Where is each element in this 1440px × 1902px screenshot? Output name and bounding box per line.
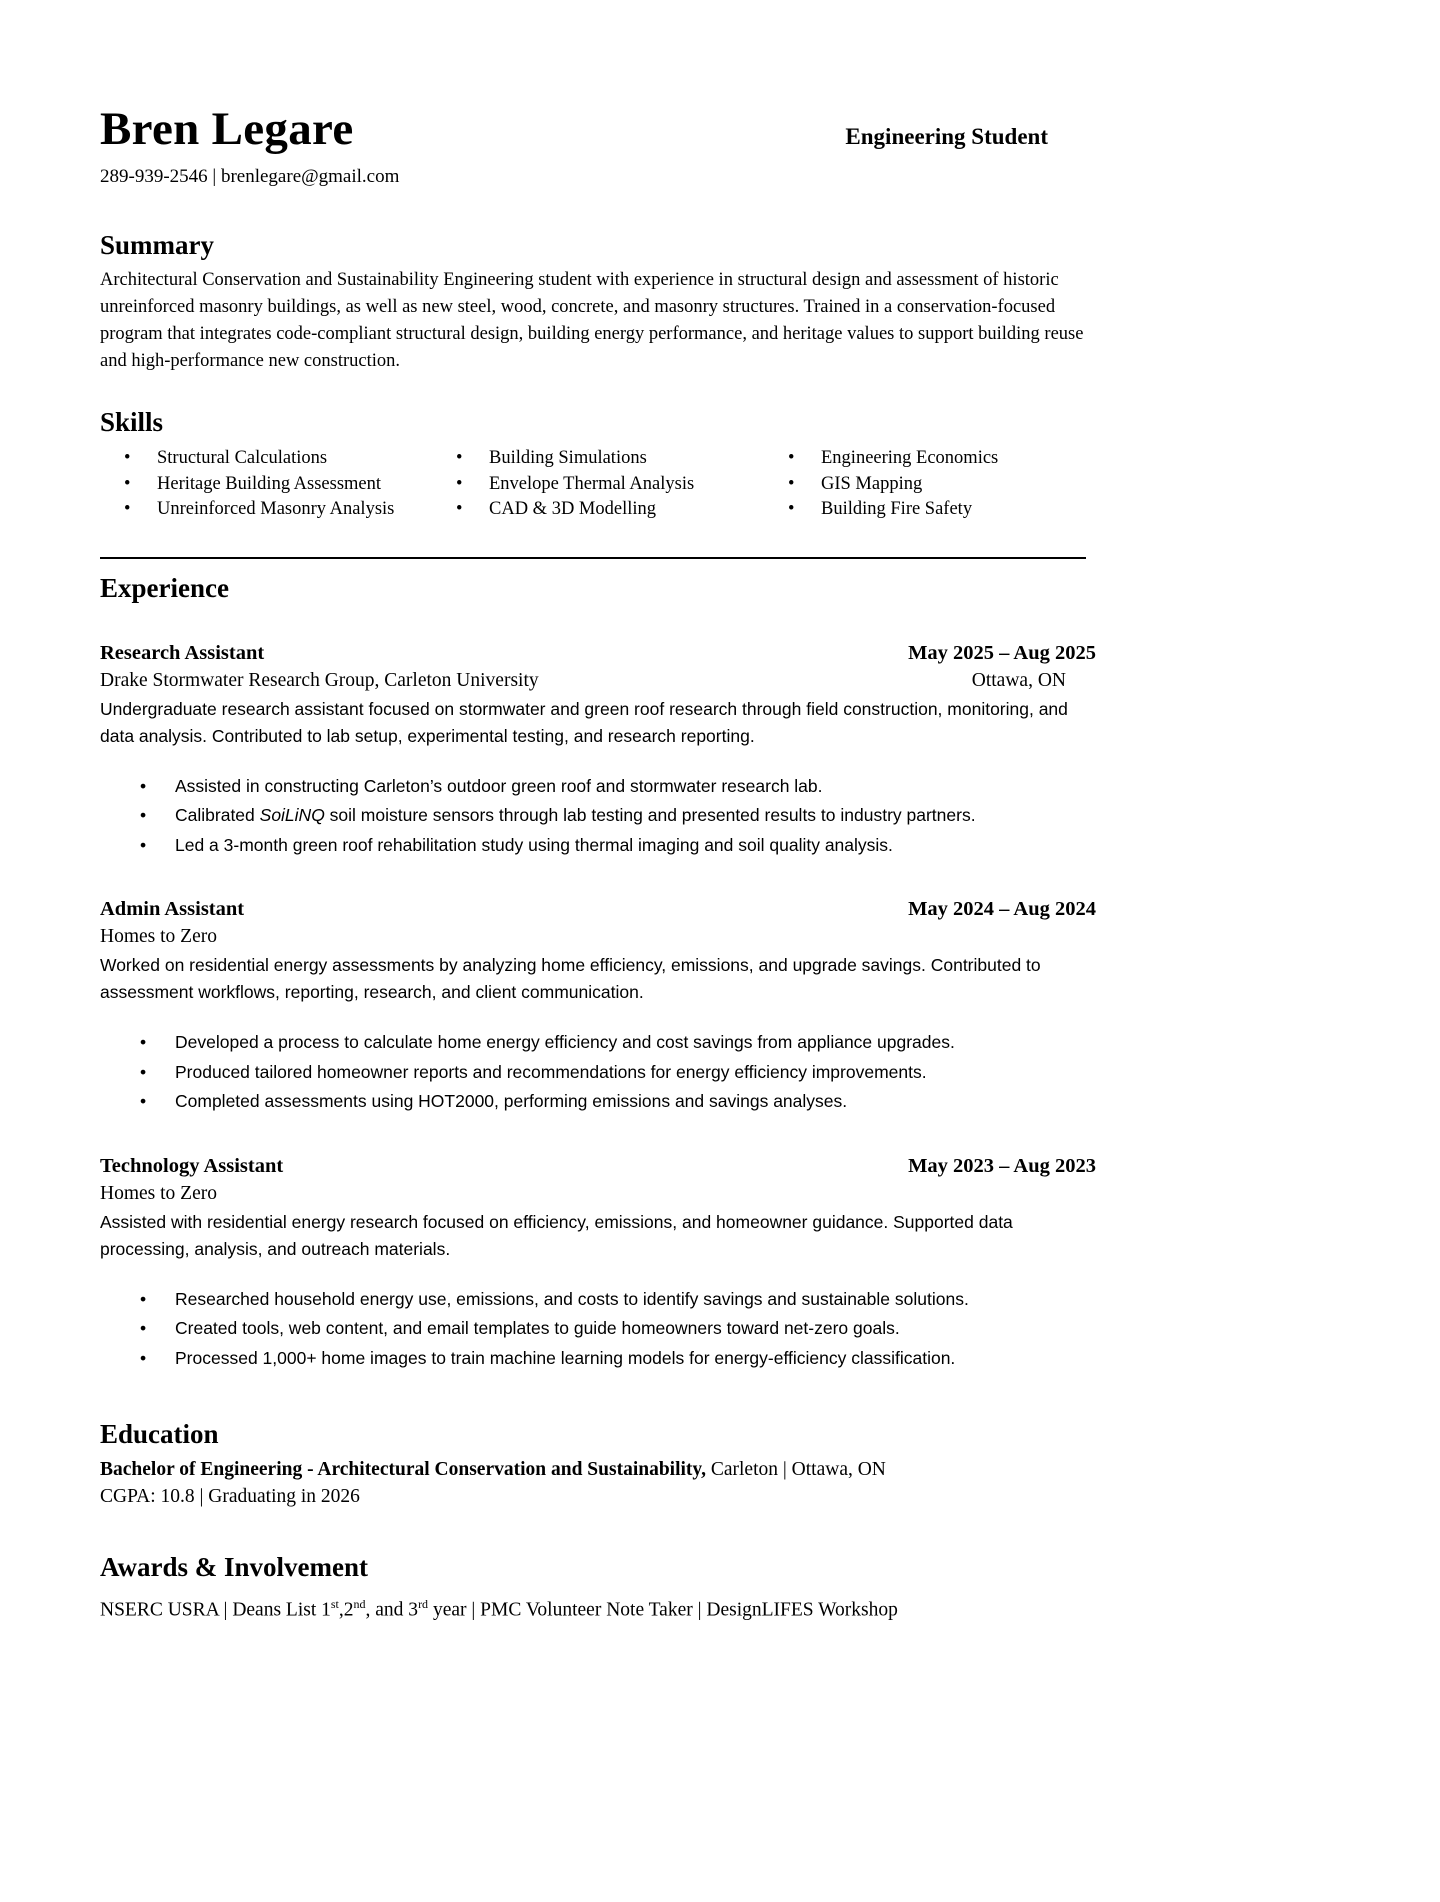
job-description: Worked on residential energy assessments by analyzing home efficiency, emissions, and upgrade savings. Contributed to assessment workflows, reporting, research, and client communication. [100, 955, 1041, 1002]
job-bullet: • Created tools, web content, and email templates to guide homeowners toward net-zero goals. [100, 1314, 1096, 1344]
job-subhead [100, 923, 1096, 950]
section-skills [100, 407, 1096, 523]
bullet-text-part: Calibrated [175, 805, 260, 825]
awards-text-part: NSERC USRA | Deans List 1 [100, 1599, 331, 1621]
job-dates: May 2025 – Aug 2025 [908, 641, 1096, 664]
skill-item: • CAD & 3D Modelling [432, 497, 764, 523]
candidate-title: Engineering Student [845, 124, 1048, 149]
ordinal-superscript: nd [353, 1597, 366, 1611]
job-head [100, 1153, 1096, 1180]
job-bullet: • Researched household energy use, emissions, and costs to identify savings and sustainable solutions. [100, 1285, 1096, 1315]
contact-line: 289-939-2546 | brenlegare@gmail.com [100, 166, 400, 187]
job-head [100, 896, 1096, 923]
job-bullet: • Led a 3-month green roof rehabilitation study using thermal imaging and soil quality analysis. [100, 831, 1096, 861]
job-research-assistant [100, 640, 1096, 861]
job-company: Homes to Zero [100, 926, 217, 947]
job-bullet: • Completed assessments using HOT2000, performing emissions and savings analyses. [100, 1087, 1096, 1117]
education-details: CGPA: 10.8 | Graduating in 2026 [100, 1486, 360, 1507]
summary-text: Architectural Conservation and Sustainability Engineering student with experience in structural design and assessment of historic unreinforced masonry buildings, as well as new steel, wood, concrete, and masonry structures. Trained in a conservation-focused program that integrates code-compliant structural design, building energy performance, and heritage values to support building reuse and high-performance new construction. [100, 270, 1084, 371]
skills-heading: Skills [100, 407, 164, 437]
job-dates: May 2023 – Aug 2023 [908, 1154, 1096, 1177]
job-bullet-list [100, 772, 1096, 861]
job-technology-assistant [100, 1153, 1096, 1374]
degree-institution: Carleton | Ottawa, ON [705, 1459, 886, 1480]
job-subhead [100, 1180, 1096, 1207]
awards-text-part: ,2 [338, 1599, 354, 1621]
skill-item: • GIS Mapping [764, 472, 1096, 498]
skills-column-2 [432, 446, 764, 523]
job-bullet: • Assisted in constructing Carleton’s outdoor green roof and stormwater research lab. [100, 772, 1096, 802]
skills-columns [100, 446, 1096, 523]
job-title: Research Assistant [100, 641, 265, 664]
awards-heading: Awards & Involvement [100, 1552, 368, 1582]
experience-heading: Experience [100, 572, 229, 603]
awards-text-part: , and 3 [365, 1599, 419, 1621]
job-bullet: • Processed 1,000+ home images to train machine learning models for energy-efficiency classification. [100, 1344, 1096, 1374]
education-heading: Education [100, 1419, 219, 1449]
job-company: Homes to Zero [100, 1182, 217, 1204]
job-company: Drake Stormwater Research Group, Carleton University [100, 669, 539, 691]
awards-text-part: year | PMC Volunteer Note Taker | DesignLIFES Workshop [428, 1599, 898, 1621]
job-subhead [100, 667, 1096, 694]
education-degree-line [100, 1456, 1096, 1483]
skill-item: • Envelope Thermal Analysis [432, 472, 764, 498]
section-divider [100, 557, 1086, 559]
job-bullet-list [100, 1285, 1096, 1374]
skill-item: • Structural Calculations [100, 446, 432, 472]
job-dates: May 2024 – Aug 2024 [908, 898, 1096, 920]
skill-item: • Building Simulations [432, 446, 764, 472]
skill-item: • Building Fire Safety [764, 497, 1096, 523]
skills-column-1 [100, 446, 432, 523]
skills-column-3 [764, 446, 1096, 523]
section-summary [100, 230, 1096, 375]
skill-item: • Heritage Building Assessment [100, 472, 432, 498]
section-awards [100, 1552, 1096, 1624]
ordinal-superscript: st [330, 1597, 339, 1611]
job-bullet-list [100, 1028, 1096, 1117]
job-bullet [100, 801, 1096, 831]
section-education [100, 1419, 1096, 1510]
header [100, 102, 1096, 188]
skill-item: • Unreinforced Masonry Analysis [100, 497, 432, 523]
job-title: Admin Assistant [100, 898, 245, 920]
bullet-text-part: soil moisture sensors through lab testing and presented results to industry partners. [324, 805, 976, 825]
job-description: Undergraduate research assistant focused on stormwater and green roof research through field construction, monitoring, and data analysis. Contributed to lab setup, experimental testing, and research reporting. [100, 698, 1068, 746]
section-experience [100, 573, 1096, 1374]
awards-line [100, 1591, 1096, 1624]
job-location: Ottawa, ON [971, 669, 1066, 691]
job-bullet: • Produced tailored homeowner reports and recommendations for energy efficiency improvements. [100, 1058, 1096, 1088]
skill-item: • Engineering Economics [764, 446, 1096, 472]
header-row [100, 102, 1096, 156]
candidate-name: Bren Legare [100, 103, 354, 155]
soilinq-italic: SoiLiNQ [259, 805, 325, 825]
summary-heading: Summary [100, 230, 214, 260]
job-title: Technology Assistant [100, 1154, 284, 1177]
job-admin-assistant [100, 896, 1096, 1117]
job-bullet: • Developed a process to calculate home energy efficiency and cost savings from appliance upgrades. [100, 1028, 1096, 1058]
ordinal-superscript: rd [418, 1597, 429, 1611]
job-head [100, 640, 1096, 667]
resume-content [100, 0, 1096, 1624]
degree-name: Bachelor of Engineering - Architectural Conservation and Sustainability, [100, 1459, 706, 1480]
job-description: Assisted with residential energy research focused on efficiency, emissions, and homeowner guidance. Supported data processing, analysis, and outreach materials. [100, 1211, 1013, 1259]
